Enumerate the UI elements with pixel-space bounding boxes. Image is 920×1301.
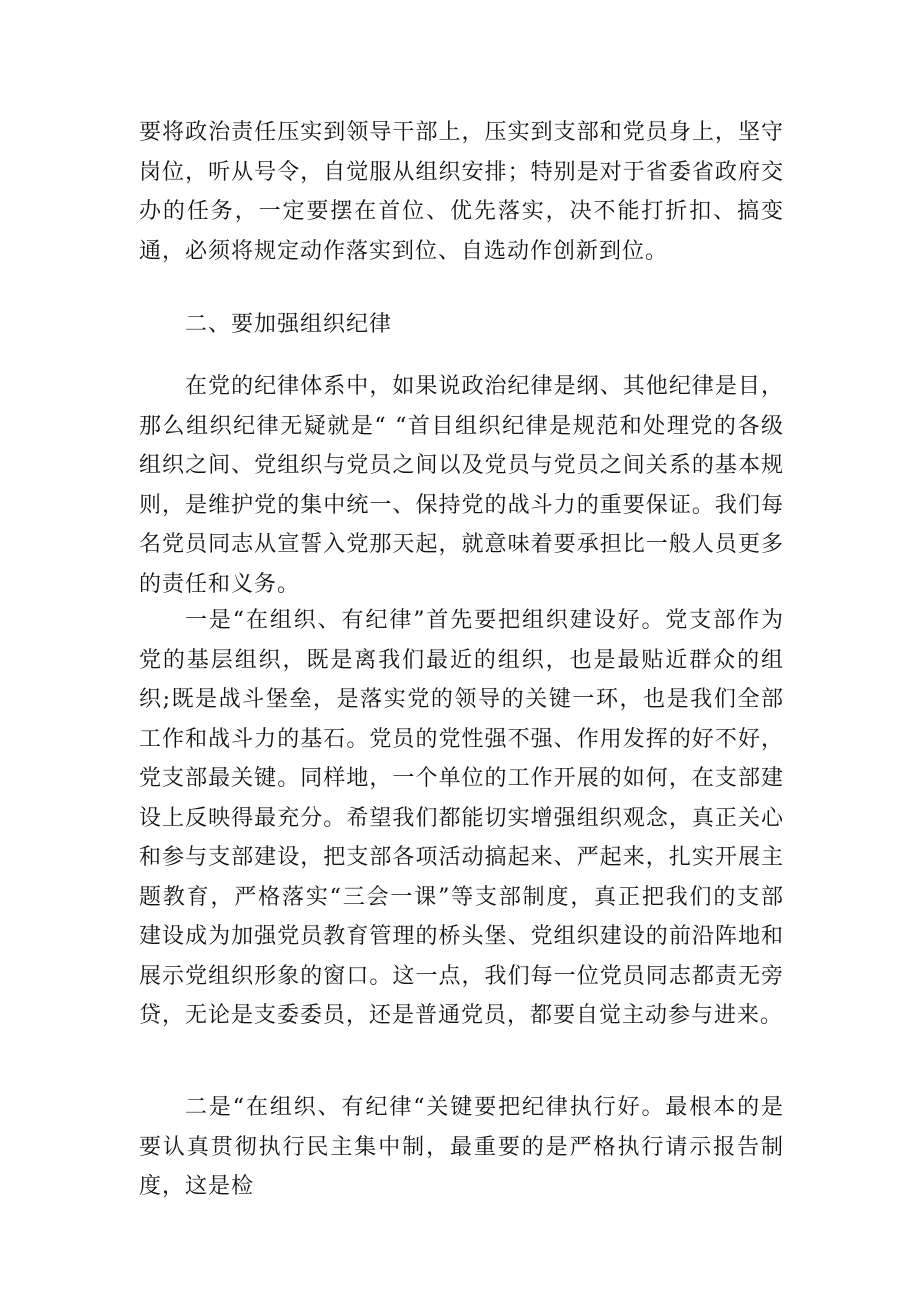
paragraph-intro: 在党的纪律体系中，如果说政治纪律是纲、其他纪律是目，那么组织纪律无疑就是“ “首目组织纪律是规范和处理党的各级组织之间、党组织与党员之间以及党员与党员之间关系的基本规则，是维护党的集中统一、保持党的战斗力的重要保证。我们每名党员同志从宣誓入党那天起，就意味着要承担比一般人员更多的责任和义务。 (139, 374, 784, 597)
paragraph-point-one: 一是“在组织、有纪律”首先要把组织建设好。党支部作为党的基层组织，既是离我们最近的组织，也是最贴近群众的组织;既是战斗堡垒，是落实党的领导的关键一环，也是我们全部工作和战斗力的基石。党员的党性强不强、作用发挥的好不好，党支部最关键。同样地，一个单位的工作开展的如何，在支部建设上反映得最充分。希望我们都能切实增强组织观念，真正关心和参与支部建设，把支部各项活动搞起来、严起来，扎实开展主题教育，严格落实“三会一课”等支部制度，真正把我们的支部建设成为加强党员教育管理的桥头堡、党组织建设的前沿阵地和展示党组织形象的窗口。这一点，我们每一位党员同志都责无旁贷，无论是支委委员，还是普通党员，都要自觉主动参与进来。 (139, 608, 784, 1028)
paragraph-point-two: 二是“在组织、有纪律“关键要把纪律执行好。最根本的是要认真贯彻执行民主集中制，最重要的是严格执行请示报告制度，这是检 (139, 1095, 784, 1199)
section-heading: 二、要加强组织纪律 (185, 312, 393, 337)
paragraph-continuation: 要将政治责任压实到领导干部上，压实到支部和党员身上，坚守岗位，听从号令，自觉服从组织安排；特别是对于省委省政府交办的任务，一定要摆在首位、优先落实，决不能打折扣、搞变通，必须将规定动作落实到位、自选动作创新到位。 (139, 120, 784, 264)
